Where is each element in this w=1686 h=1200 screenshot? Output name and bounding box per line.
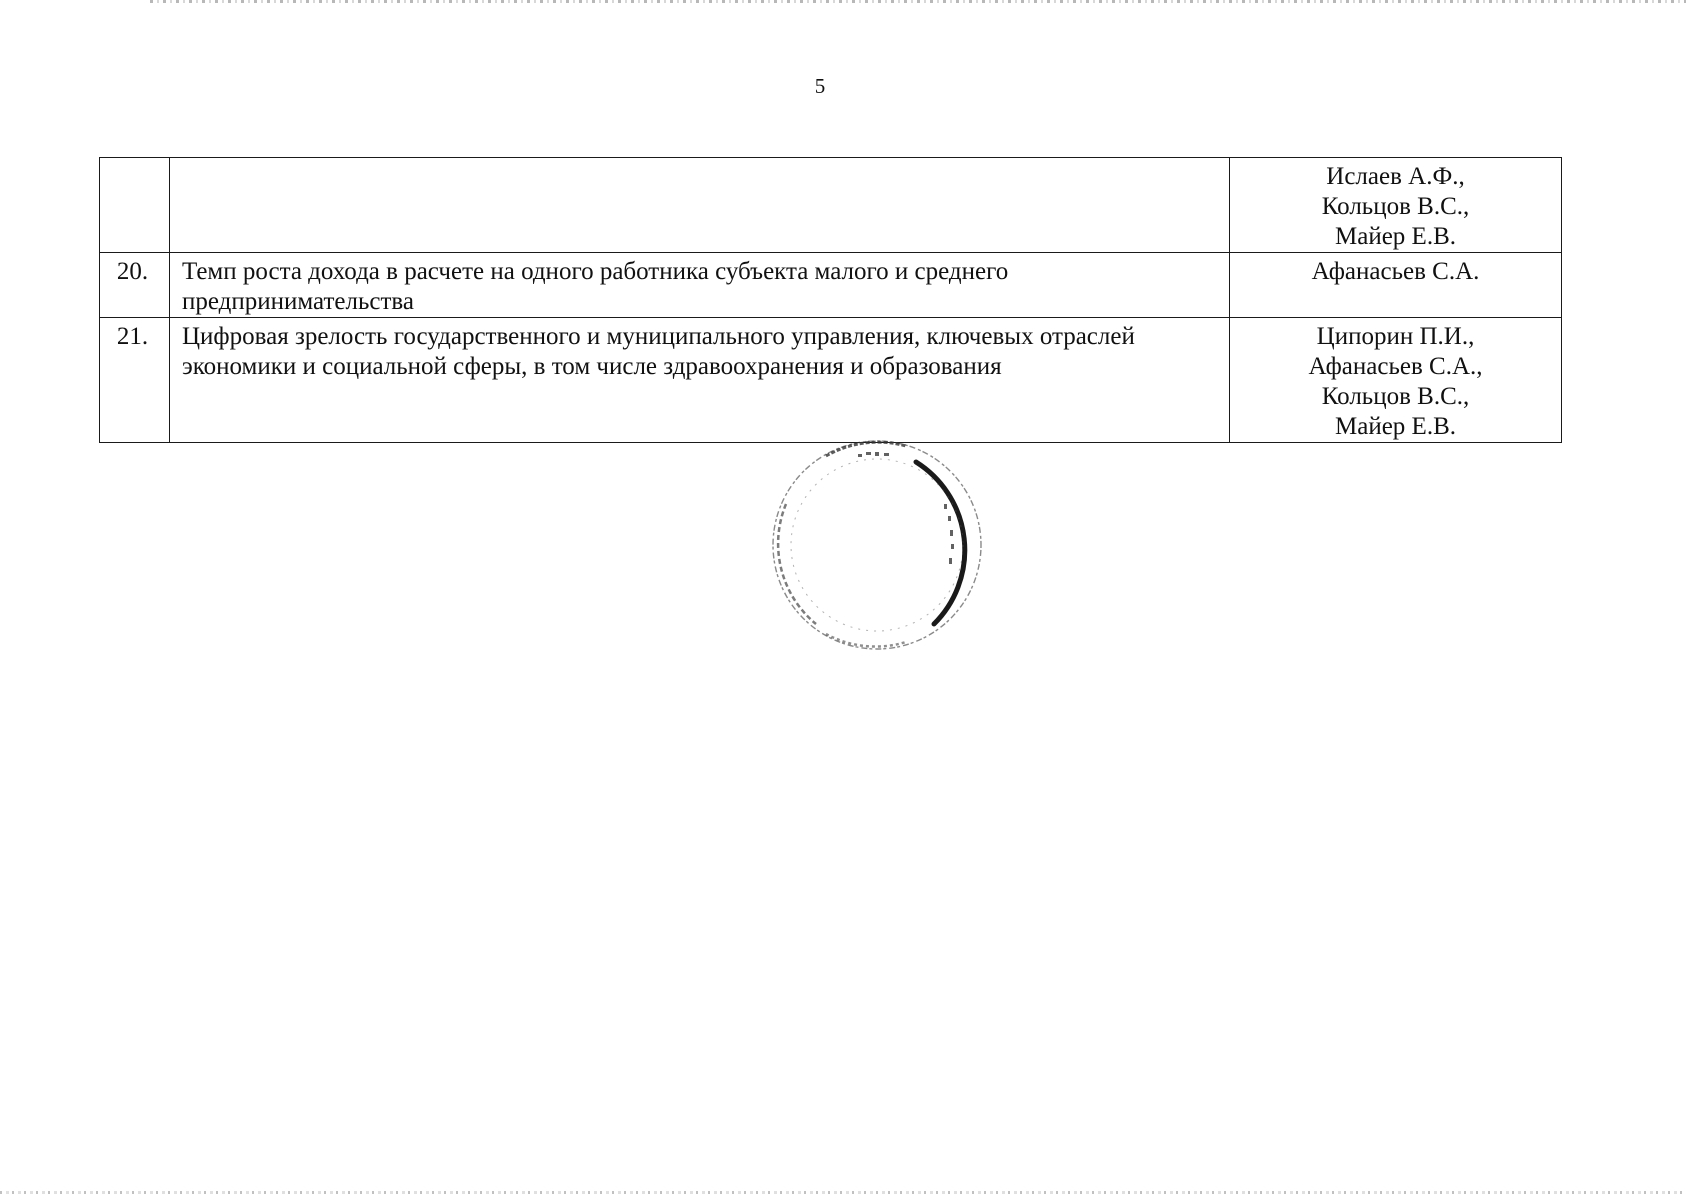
responsible-name: Афанасьев С.А., [1308,353,1483,380]
round-seal-icon [766,434,988,656]
scan-edge-bottom [0,1191,1686,1194]
responsible-cell [1230,158,1562,253]
responsible-name: Кольцов В.С., [1321,383,1470,410]
responsible-name: Кольцов В.С., [1321,193,1470,220]
table-row [100,158,1562,253]
table-row [100,318,1562,443]
indicator-text: Темп роста дохода в расчете на одного работника субъекта малого и среднего предпринимательства [170,253,1230,318]
responsible-name: Афанасьев С.А. [1311,258,1480,285]
row-number: 20. [100,253,170,318]
row-number: 21. [100,318,170,443]
responsible-cell [1230,253,1562,318]
scan-edge-top [150,0,1686,3]
indicator-text: Цифровая зрелость государственного и муниципального управления, ключевых отраслей экономики и социальной сферы, в том числе здравоохранения и образования [170,318,1230,443]
responsible-cell [1230,318,1562,443]
page-number: 5 [814,74,826,98]
indicator-text [170,158,1230,253]
indicators-table [99,157,1562,443]
table-row [100,253,1562,318]
responsible-name: Ислаев А.Ф., [1326,163,1465,190]
row-number [100,158,170,253]
responsible-name: Ципорин П.И., [1316,323,1475,350]
responsible-name: Майер Е.В. [1335,413,1456,440]
responsible-name: Майер Е.В. [1335,223,1456,250]
